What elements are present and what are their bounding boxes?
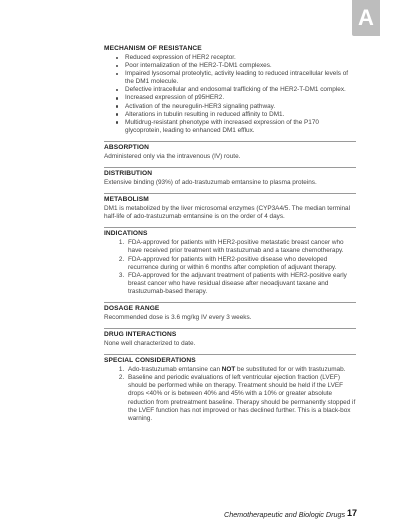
dosage-text: Recommended dose is 3.6 mg/kg IV every 3 weeks.: [104, 313, 252, 321]
distribution-section: [104, 167, 356, 187]
running-footer-title: Chemotherapeutic and Biologic Drugs: [224, 510, 346, 519]
metabolism-text: DM1 is metabolized by the liver microsomal enzymes (CYP3A4/5. The median terminal half-life of ado-trastuzumab emtansine is on the order of 4 days.: [104, 205, 351, 221]
interactions-section: [104, 328, 356, 348]
indications-section: [104, 227, 356, 296]
list-item: 3. FDA-approved for the adjuvant treatment of patients with HER2-positive early breast cancer who have residual disease after neoadjuvant taxane and trastuzumab-based therapy.: [126, 272, 356, 296]
drug-monograph: [104, 45, 356, 429]
emphasis-text: NOT: [221, 366, 236, 374]
item-text: be substituted for or with trastuzumab.: [235, 366, 346, 374]
indications-list: [104, 239, 356, 296]
distribution-text: Extensive binding (93%) of ado-trastuzumab emtansine to plasma proteins.: [104, 179, 317, 187]
list-item: Increased expression of p95HER2.: [115, 94, 356, 102]
considerations-section: [104, 354, 356, 423]
metabolism-heading: METABOLISM: [104, 193, 356, 203]
item-text: Ado-trastuzumab emtansine can: [128, 366, 222, 374]
mechanism-list: [104, 54, 356, 135]
interactions-text: None well characterized to date.: [104, 340, 196, 348]
absorption-text: Administered only via the intravenous (IV) route.: [104, 152, 241, 160]
considerations-list: [104, 366, 356, 423]
interactions-heading: DRUG INTERACTIONS: [104, 328, 356, 338]
list-item: 2. Baseline and periodic evaluations of left ventricular ejection fraction (LVEF) should be performed while on therapy. Treatment should be held if the LVEF drops <40% or is between 40% and 45% with a 10% or greater absolute reduction from pretreatment baseline. Therapy should be permanently stopped if the LVEF function has not improved or has declined further. This is a black-box warning.: [126, 374, 356, 423]
list-item: [126, 366, 356, 374]
list-item: Impaired lysosomal proteolytic, activity leading to reduced intracellular levels of the DM1 molecule.: [115, 70, 356, 86]
list-item: Alterations in tubulin resulting in reduced affinity to DM1.: [115, 111, 356, 119]
mechanism-section: [104, 45, 356, 135]
list-item: Reduced expression of HER2 receptor.: [115, 54, 356, 62]
section-tab: A: [352, 0, 380, 36]
dosage-section: [104, 302, 356, 322]
list-item: Defective intracellular and endosomal trafficking of the HER2-T-DM1 complex.: [115, 86, 356, 94]
metabolism-section: [104, 193, 356, 221]
page-number: 17: [347, 508, 358, 518]
list-item: 1. FDA-approved for patients with HER2-positive metastatic breast cancer who have received prior treatment with trastuzumab and a taxane chemotherapy.: [126, 239, 356, 255]
list-item: Poor internalization of the HER2-T-DM1 complexes.: [115, 62, 356, 70]
mechanism-heading: MECHANISM OF RESISTANCE: [104, 45, 202, 52]
list-item: Multidrug-resistant phenotype with increased expression of the P170 glycoprotein, leading to enhanced DM1 efflux.: [115, 119, 356, 135]
absorption-section: [104, 141, 356, 161]
distribution-heading: DISTRIBUTION: [104, 167, 356, 177]
dosage-heading: DOSAGE RANGE: [104, 302, 356, 312]
absorption-heading: ABSORPTION: [104, 141, 356, 151]
list-item: 2. FDA-approved for patients with HER2-positive disease who developed recurrence during or within 6 months after completion of adjuvant therapy.: [126, 256, 356, 272]
considerations-heading: SPECIAL CONSIDERATIONS: [104, 354, 356, 364]
list-item: Activation of the neuregulin-HER3 signaling pathway.: [115, 103, 356, 111]
indications-heading: INDICATIONS: [104, 227, 356, 237]
